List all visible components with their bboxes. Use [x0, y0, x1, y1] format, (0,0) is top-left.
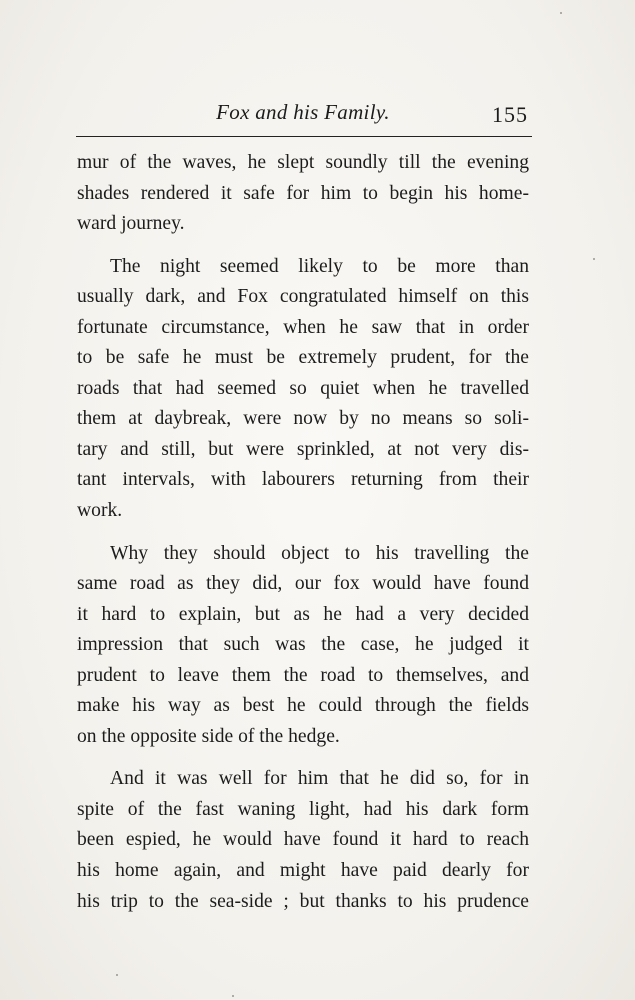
text-line: mur of the waves, he slept soundly till the evening — [77, 152, 529, 173]
text-line: them at daybreak, were now by no means so soli- — [77, 408, 529, 430]
text-line: tary and still, but were sprinkled, at not very dis- — [77, 438, 529, 460]
text-line: Why they should object to his travelling the — [110, 542, 529, 564]
text-line: The night seemed likely to be more than — [110, 255, 529, 277]
paragraph-4 — [77, 764, 529, 917]
text-line: his trip to the sea-side ; but thanks to his prudence — [77, 890, 529, 912]
paragraph-3 — [77, 539, 529, 753]
text-line: it hard to explain, but as he had a very decided — [77, 603, 529, 625]
text-line: usually dark, and Fox congratulated himself on this — [77, 286, 529, 308]
text-line: on the opposite side of the hedge. — [77, 725, 340, 747]
text-line: And it was well for him that he did so, for in — [110, 768, 529, 790]
text-line: same road as they did, our fox would have found — [77, 573, 529, 595]
text-line: impression that such was the case, he judged it — [77, 634, 529, 656]
page-number: 155 — [492, 102, 528, 127]
running-header — [76, 100, 530, 134]
paragraph-2 — [77, 252, 529, 527]
text-line: roads that had seemed so quiet when he travelled — [77, 377, 529, 399]
text-line: his home again, and might have paid dearly for — [77, 860, 529, 882]
text-line: prudent to leave them the road to themselves, and — [77, 664, 529, 686]
paragraph-1 — [77, 148, 529, 240]
text-line: been espied, he would have found it hard to reach — [77, 829, 529, 851]
paper-speck — [560, 12, 562, 14]
text-line: spite of the fast waning light, had his dark form — [77, 798, 529, 820]
text-line: shades rendered it safe for him to begin his home- — [77, 182, 529, 204]
text-line: work. — [77, 500, 123, 522]
paper-speck — [593, 258, 595, 260]
text-line: to be safe he must be extremely prudent, for the — [77, 347, 529, 369]
text-line: fortunate circumstance, when he saw that in order — [77, 316, 529, 338]
running-title: Fox and his Family. — [216, 100, 390, 124]
body-text — [77, 148, 529, 917]
paper-speck — [116, 974, 118, 976]
text-line: ward journey. — [77, 213, 185, 235]
text-line: tant intervals, with labourers returning from their — [77, 469, 529, 491]
header-rule — [76, 136, 532, 137]
text-line: make his way as best he could through the fields — [77, 695, 529, 717]
paper-speck — [232, 995, 234, 997]
